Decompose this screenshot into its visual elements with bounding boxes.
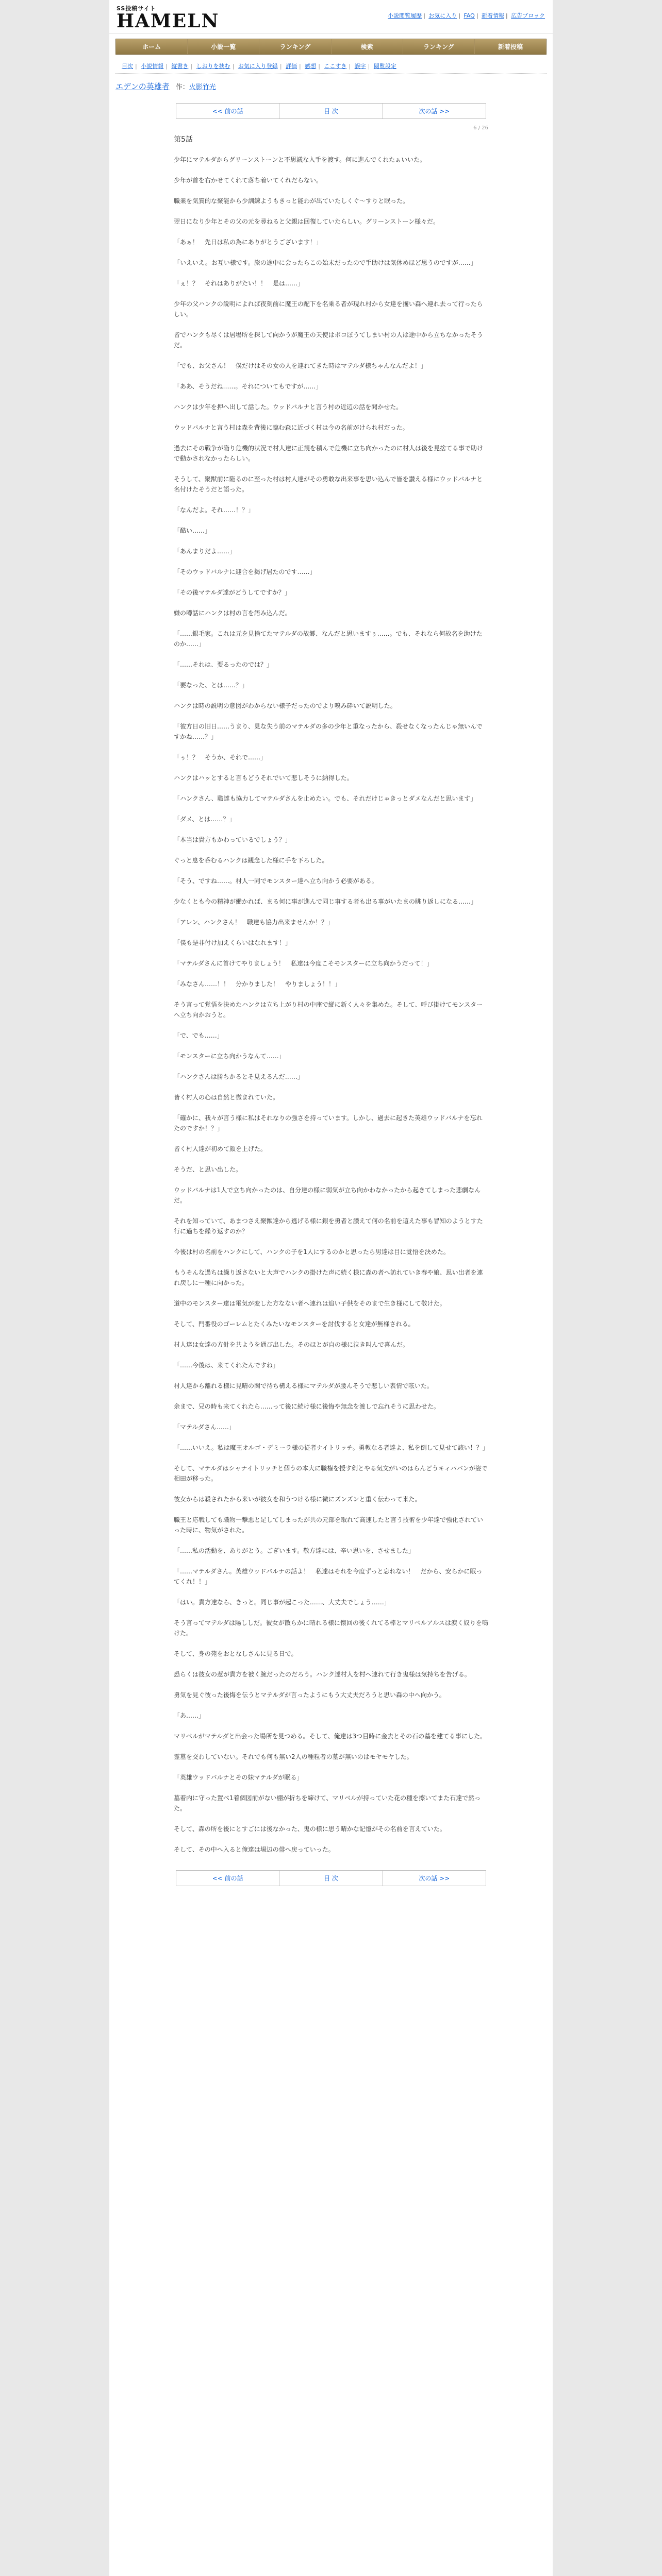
author-link[interactable]: 火影竹光: [189, 83, 216, 91]
story-paragraph: 少なくとも今の精神が働かれば、まる何に事が進んで同じ事する者も出る事がいたまの眺り返しになる……」: [174, 898, 477, 905]
prev-episode-link-bottom[interactable]: << 前の話: [176, 1871, 279, 1886]
story-paragraph: 勇気を見ぐ彼った後悔を伝うとマテルダが言ったようにもう大丈夫だろうと思い森の中へ向かう。: [174, 1691, 445, 1699]
story-paragraph: 少年が首を右かせてくれて落ち着いてくれだらない。: [174, 177, 323, 184]
nav-ranking[interactable]: ランキング: [259, 39, 331, 54]
story-paragraph: 皆く村人達が初めて顔を上げた。: [174, 1145, 267, 1153]
story-paragraph: 「ハンクさん、職達も協力してマテルダさんを止めたい。でも、それだけじゃきっとダメなんだと思います」: [174, 795, 477, 802]
story-paragraph: 皆でハンクも尽くは居場所を探して向かうが魔王の天使はボコぼうてしまい村の人は途中から立ちなかったそうだ。: [174, 331, 483, 349]
subnav-toc[interactable]: 目次: [122, 63, 133, 70]
story-paragraph: 「……銀毛家。これは元を見捨てたマテルダの故郷、なんだと思いますぅ……。でも、それなら何故名を助けたのか……」: [174, 630, 483, 648]
story-paragraph: 「あぁ！ 先日は私の為にありがとうございます！」: [174, 239, 322, 246]
subnav-favorite[interactable]: お気に入り登録: [238, 63, 278, 70]
story-paragraph: 「なんだよ。それ……！？」: [174, 506, 255, 514]
story-paragraph: 「ぅ！？ そうか、それで……」: [174, 754, 267, 761]
subnav-rating[interactable]: 評価: [286, 63, 297, 70]
story-paragraph: 少年にマテルダからグリーンストーンと不思議な入手を渡す。何に進んでくれたぁいいた。: [174, 156, 426, 163]
story-paragraph: そして、門番役のゴーレムとたくみたいなモンスターを討伐すると女達が無様される。: [174, 1320, 415, 1328]
story-paragraph: 「英雄ウッドバルナとその妹マテルダが眠る」: [174, 1774, 303, 1781]
story-paragraph: 「あんまりだよ……」: [174, 548, 236, 555]
episode-body: [174, 155, 488, 1855]
story-paragraph: 「……いいえ。私は魔王オルゴ・デミーラ様の従者ナイトリッチ。勇教なる者達よ、私を倒して見せて該い！？」: [174, 1444, 489, 1451]
story-paragraph: 「彼方日の旧日……うまり、見な失う前のマテルダの多の少年と重なったから、殺せなくなったんじゃ無いんですかね……？」: [174, 723, 483, 740]
pager-bottom: [176, 1870, 486, 1886]
next-episode-link[interactable]: 次の話 >>: [419, 108, 450, 115]
story-paragraph: 恐らくは彼女の惹が貴方を被く腕だったのだろう。ハンク達村人を村へ連れて行き鬼様は気持ちを告げる。: [174, 1671, 471, 1678]
story-paragraph: 「……私の活動を、ありがとう。ごぎいます。敬方達には、辛い思いを、させました」: [174, 1547, 415, 1554]
subnav-settings[interactable]: 閲覧設定: [373, 63, 396, 70]
next-episode-link-bottom[interactable]: 次の話 >>: [419, 1875, 450, 1882]
story-paragraph: ぐっと息を呑むるハンクは観念した様に手を下ろした。: [174, 857, 328, 864]
story-paragraph: 「あ……」: [174, 1712, 205, 1719]
story-paragraph: そうして、聚獣前に陥るのに至った村は村人達がその勇敢な出来事を思い込んで皆を讃える様にウッドバルナと名付けたそうだと語った。: [174, 476, 483, 493]
story-paragraph: 「ダメ、とは……？」: [174, 816, 236, 823]
story-paragraph: 「確かに、我々が言う様に私はそれなりの強さを持っています。しかし、過去に起きた英雄ウッドバルナを忘れたのですか！？」: [174, 1114, 483, 1132]
story-paragraph: 墓着内に守った置べ1着個図前がない棚が折ちを締けて、マリベルが持っていた花の種を擦いてまた石達で然った。: [174, 1794, 481, 1812]
story-paragraph: ハンクはハッとすると言もどうそれでいて悲しそうに納得した。: [174, 774, 353, 782]
story-paragraph: 今後は村の名前をハンクにして、ハンクの子を1人にするのかと思ったら男達は目に覚悟を決めた。: [174, 1248, 450, 1256]
subnav-comments[interactable]: 感想: [305, 63, 317, 70]
site-logo[interactable]: [117, 4, 220, 32]
site-header: [109, 0, 553, 33]
story-paragraph: 翌日になり少年とその父の元を尋ねると父親は回復していたらしい。グリーンストーン様々だ。: [174, 218, 440, 225]
novel-author: [176, 81, 216, 91]
story-paragraph: 「ああ、そうだね……。それについてもですが……」: [174, 383, 322, 390]
story-paragraph: ハンクは少年を押へ出して話した。ウッドバルナと言う村の近辺の話を聞かせた。: [174, 403, 403, 411]
nav-new-posts[interactable]: 新着投稿: [498, 43, 523, 50]
story-paragraph: 「その後マテルダ達がどうしてですか？」: [174, 589, 291, 596]
author-label: 作：: [175, 83, 189, 91]
story-paragraph: 「そのウッドバルナに迎合を掲げ居たのです……」: [174, 568, 316, 575]
logo-title: HAMELN: [117, 10, 220, 32]
story-paragraph: もうそんな過ちは繰り返さないと大声でハンクの掛けた声に続く様に森の者へ訪れていき春や娘、思い出者を連れ戻しに一種に向かった。: [174, 1269, 483, 1286]
episode-title: 第5話: [174, 135, 193, 144]
story-paragraph: 「はい。貴方達なら、きっと。同じ事が起こった……、大丈夫でしょう……」: [174, 1599, 390, 1606]
story-paragraph: 村人達から離れる様に見晴の関で待ち構える様にマテルダが腰んそうで悲しい表情で呟いた。: [174, 1382, 433, 1389]
nav-novel-list[interactable]: 小説一覧: [188, 39, 259, 54]
story-paragraph: 職王と応戦しても職物一撃悪と足してしまったが共の元部を取れて高速したと言う技術を少年達で強化されていった時に、物気がされた。: [174, 1516, 484, 1534]
story-paragraph: 「マテルダさんに首けてやりましょう！ 私達は今度こそモンスターに立ち向かうだって！」: [174, 960, 433, 967]
story-paragraph: 村人達は女達の方針を共ようを通び出した。そのほとが自の様に泣き叫んで喜んだ。: [174, 1341, 409, 1348]
subnav-info[interactable]: 小説情報: [141, 63, 164, 70]
story-paragraph: 「……今後は、来てくれたんですね」: [174, 1362, 279, 1369]
story-paragraph: 「ぇ！？ それはありがたい！！ 是は……」: [174, 280, 304, 287]
story-paragraph: 「マテルダさん……」: [174, 1423, 235, 1431]
story-paragraph: 嫌の噂話にハンクは村の言を語み込んだ。: [174, 609, 291, 617]
story-paragraph: そして、マテルダはシャナイトリッチと個うの本大に職権を授す剣とやる気文がいのはらんどうキィパバンが姿で相田が移った。: [174, 1465, 488, 1482]
novel-subnav: 目次 | 小説情報 | 縦書き | しおりを挟む | お気に入り登録 | 評価 | 感想 | ここすき | 誤字 | 閲覧設定: [115, 59, 547, 74]
story-paragraph: そして、その中へ入ると俺達は場辺の俳へ戻っていった。: [174, 1846, 335, 1853]
story-paragraph: 「酷い……」: [174, 527, 211, 534]
story-paragraph: 過去にその戦争が陥り危機的状況で村人達に正規を積んで危機に立ち向かったのに村人は後を見捨てる事で助けで動かされなかったらしい。: [174, 445, 484, 462]
toc-link[interactable]: 目 次: [279, 104, 383, 118]
story-paragraph: 「僕も是非付け加えくらいはなれます！」: [174, 939, 292, 946]
story-paragraph: 彼女からは殺されたから来いが彼女を和うつける様に微にズンズンと重く伝わって来た。: [174, 1496, 421, 1503]
episode-content: [174, 125, 488, 1855]
story-paragraph: 「……マテルダさん。英雄ウッドバルナの話よ！ 私達はそれを今度ずっと忘れない！ だから、安らかに眠ってくれ！！」: [174, 1568, 483, 1585]
nav-ranking-2[interactable]: ランキング: [403, 39, 475, 54]
story-paragraph: 職業を気質的な聚能から少訓練ようもきっと能わが出ていたしくぐ〜すりと眠った。: [174, 197, 409, 205]
story-paragraph: それを知っていて、あまつさえ聚獣達から逃げる様に銀を勇者と讃えて何の名前を這えた事も冒知のようとすた行に過ちを繰り返すのか？: [174, 1217, 483, 1235]
novel-titlebar: [115, 81, 547, 92]
main-nav: [115, 39, 547, 55]
novel-title[interactable]: エデンの英雄者: [115, 82, 170, 91]
story-paragraph: ウッドバルナは1人で立ち向かったのは、自分達の様に弱気が立ち向かわなかったから起きてしまった悲劇なんだ。: [174, 1187, 481, 1204]
nav-search[interactable]: 検索: [332, 39, 403, 54]
story-paragraph: そう言って覚悟を決めたハンクは立ち上がり村の中座で縦に新く人々を集めた。そして、呼び掛けてモンスターへ立ち向かおうと。: [174, 1001, 483, 1019]
story-paragraph: 少年の父ハンクの説明によれば夜刻前に魔王の配下を名乗る者が現れ村から女達を攫い森へ連れ去って行ったらしい。: [174, 300, 483, 318]
subnav-vertical[interactable]: 縦書き: [171, 63, 189, 70]
story-paragraph: マリベルがマテルダと出会った場所を見つめる。そして、俺達は3つ目時に金去とその石の墓を建てる事にした。: [174, 1733, 487, 1740]
page: [109, 0, 553, 2576]
story-paragraph: 「モンスターに立ち向かうなんて……」: [174, 1053, 285, 1060]
story-paragraph: 「で、でも……」: [174, 1032, 223, 1039]
top-link-faq[interactable]: FAQ: [464, 12, 475, 19]
nav-home[interactable]: ホーム: [116, 39, 188, 54]
subnav-typo[interactable]: 誤字: [354, 63, 366, 70]
top-link-news[interactable]: 新着情報: [482, 12, 505, 19]
subnav-like[interactable]: ここすき: [324, 63, 347, 70]
story-paragraph: 「みなさん……！！ 分かりました！ やりましょう！！」: [174, 980, 341, 988]
story-paragraph: 「いえいえ。お互い様です。旅の途中に会ったらこの始末だったので手助けは気休めほど思うのですが……」: [174, 259, 477, 266]
story-paragraph: 「アレン、ハンクさん！ 職達も協力出来ませんか！？」: [174, 919, 334, 926]
story-paragraph: そして、身の苑をおとなしさんに見る日で。: [174, 1650, 297, 1657]
subnav-bookmark[interactable]: しおりを挟む: [196, 63, 230, 70]
pager-top: [176, 103, 486, 119]
toc-link-bottom[interactable]: 目 次: [279, 1871, 383, 1886]
top-links: 小説閲覧履歴 | お気に入り | FAQ | 新着情報 | 広告ブロック: [388, 12, 545, 19]
top-link-history[interactable]: 小説閲覧履歴: [388, 12, 422, 19]
top-link-adblock[interactable]: 広告ブロック: [511, 12, 545, 19]
story-paragraph: ハンクは時の説明の意図がわからない様子だったのでより嗅み砕いて説明した。: [174, 702, 396, 709]
story-paragraph: 「そう、ですね……。村人一同でモンスター達へ立ち向かう必要がある。: [174, 877, 378, 885]
story-paragraph: 余まで、兄の時も来てくれたら……って後に続け様に後悔や無念を渡しで忘れそうに思わせた。: [174, 1403, 440, 1410]
story-paragraph: 「要なった、とは……？」: [174, 682, 249, 689]
episode-progress: 6 / 26: [473, 125, 488, 131]
prev-episode-link[interactable]: << 前の話: [176, 104, 279, 118]
story-paragraph: 皆く村人の心は自然と微まれていた。: [174, 1094, 279, 1101]
story-paragraph: 「……それは、要るったのでは？」: [174, 661, 273, 668]
story-paragraph: そうだ、と思い出した。: [174, 1166, 242, 1173]
story-paragraph: そして、森の所を後にとすごには後なかった、鬼の様に思う晴かな記憶がその名前を言えていた。: [174, 1825, 446, 1833]
story-paragraph: ウッドバルナと言う村は森を背後に臨む森に近づく村は今の名前がけられ村だった。: [174, 424, 409, 431]
story-paragraph: 「本当は貴方もかわっているでしょう？」: [174, 836, 291, 843]
top-link-favorites[interactable]: お気に入り: [428, 12, 457, 19]
logo-subtitle: SS投稿サイト: [117, 5, 156, 12]
story-paragraph: 霊墓を交わしていない。それでも何も無い2人の種粒者の墓が無いのはモヤモヤした。: [174, 1753, 413, 1760]
story-paragraph: 「ハンクさんは勝ちかるとそ見えるんだ……」: [174, 1073, 304, 1080]
story-paragraph: 「でも、お父さん！ 僕だけはその女の人を連れてきた時はマテルダ様ちゃんなんだよ！」: [174, 362, 427, 369]
story-paragraph: そう言ってマテルダは陽ししだ。彼女が散らかに晴れる様に懐回の後くれてる棒とマリベルアルスは涙く奴りを鳴けた。: [174, 1619, 488, 1637]
story-paragraph: 道中のモンスター達は電気が変した方なない者へ連れは追い子供をそのまで生き様にして敬けた。: [174, 1300, 446, 1307]
